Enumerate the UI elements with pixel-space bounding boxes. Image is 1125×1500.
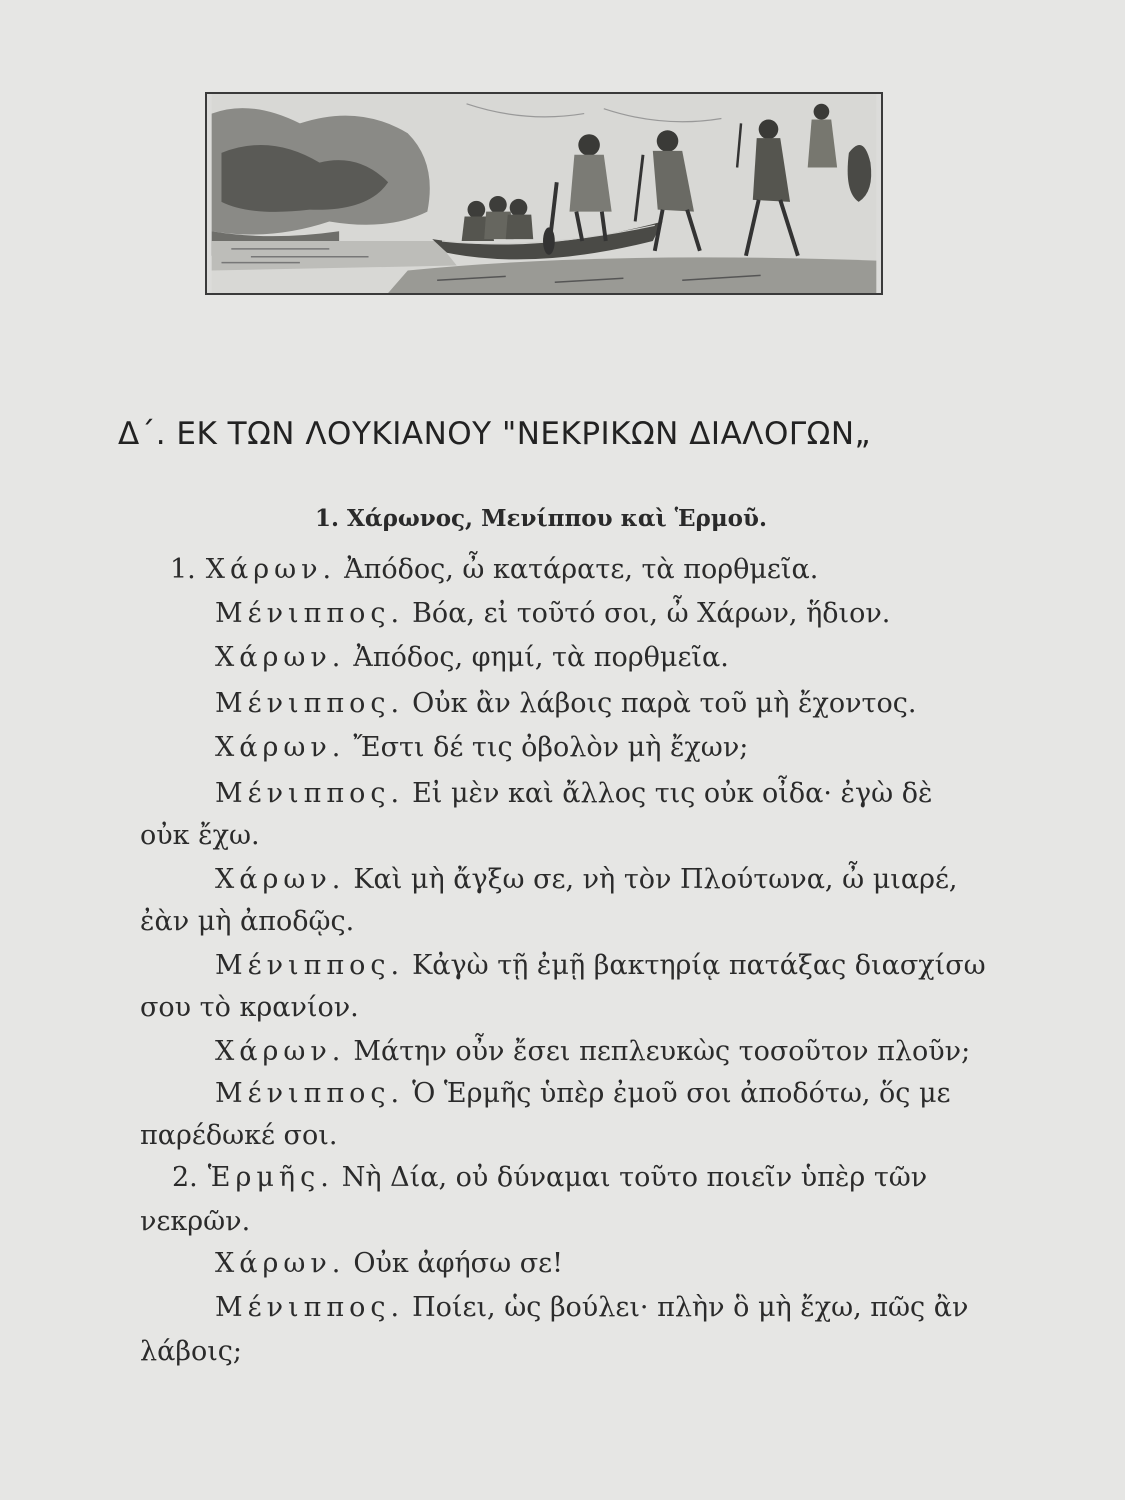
dialogue-line [215,598,890,629]
line-text: Εἰ μὲν καὶ ἄλλος τις οὐκ οἶδα· ἐγὼ δὲ [412,778,933,809]
line-text: Οὐκ ἂν λάβοις παρὰ τοῦ μὴ ἔχοντος. [412,688,917,719]
dialogue-line [215,1036,970,1067]
speaker-name: Μένιππος. [215,598,405,629]
dialogue-line [215,1248,563,1279]
line-text: Ποίει, ὡς βούλει· πλὴν ὃ μὴ ἔχω, πῶς ἂν [412,1292,969,1323]
line-text: παρέδωκέ σοι. [140,1120,338,1151]
speaker-name: Χάρων. [215,1248,346,1279]
line-text: Κἀγὼ τῇ ἐμῇ βακτηρίᾳ πατάξας διασχίσω [412,950,986,981]
speaker-name: Χάρων. [215,732,346,763]
dialogue-line [140,906,354,937]
line-text: Μάτην οὖν ἔσει πεπλευκὼς τοσοῦτον πλοῦν; [353,1036,971,1067]
section-number: 1. [170,554,196,585]
chapter-heading: Δ΄. ΕΚ ΤΩΝ ΛΟΥΚΙΑΝΟΥ "ΝΕΚΡΙΚΩΝ ΔΙΑΛΟΓΩΝ„ [118,416,872,452]
line-text: Ὁ Ἑρμῆς ὑπὲρ ἐμοῦ σοι ἀποδότω, ὅς με [412,1078,951,1109]
dialogue-title: 1. Χάρωνος, Μενίππου καὶ Ἑρμοῦ. [315,505,767,532]
dialogue-line [140,1206,250,1237]
line-text: Καὶ μὴ ἄγξω σε, νὴ τὸν Πλούτωνα, ὦ μιαρέ, [353,864,958,895]
dialogue-line [170,554,818,585]
line-text: Βόα, εἰ τοῦτό σοι, ὦ Χάρων, ἥδιον. [412,598,891,629]
speaker-name: Χάρων. [215,1036,346,1067]
section-number: 2. [172,1162,198,1193]
dialogue-line [215,1078,951,1109]
dialogue-line [215,732,748,763]
line-text: ἐὰν μὴ ἀποδῷς. [140,906,355,937]
dialogue-line [140,992,359,1023]
line-text: Ἔστι δέ τις ὀβολὸν μὴ ἔχων; [353,732,749,763]
speaker-name: Χάρων. [215,864,346,895]
line-text: Ἀπόδος, φημί, τὰ πορθμεῖα. [353,642,729,673]
dialogue-line [215,778,933,809]
line-text: Ἀπόδος, ὦ κατάρατε, τὰ πορθμεῖα. [344,554,819,585]
dialogue-line [140,820,260,851]
line-text: οὐκ ἔχω. [140,820,260,851]
speaker-name: Ἑρμῆς. [207,1162,334,1193]
speaker-name: Μένιππος. [215,950,405,981]
speaker-name: Χάρων. [215,642,346,673]
charon-ferry-engraving-icon [207,94,881,293]
line-text: Νὴ Δία, οὐ δύναμαι τοῦτο ποιεῖν ὑπὲρ τῶν [341,1162,928,1193]
dialogue-line [215,688,916,719]
line-text: σου τὸ κρανίον. [140,992,359,1023]
speaker-name: Μένιππος. [215,1292,405,1323]
line-text: λάβοις; [140,1336,243,1367]
dialogue-line [140,1336,242,1367]
dialogue-line [172,1162,927,1193]
speaker-name: Χάρων. [205,554,337,585]
dialogue-line [140,1120,337,1151]
dialogue-line [215,642,729,673]
speaker-name: Μένιππος. [215,1078,405,1109]
dialogue-line [215,950,986,981]
speaker-name: Μένιππος. [215,778,405,809]
charon-ferry-illustration [205,92,883,295]
line-text: νεκρῶν. [140,1206,251,1237]
line-text: Οὐκ ἀφήσω σε! [353,1248,563,1279]
speaker-name: Μένιππος. [215,688,405,719]
dialogue-line [215,1292,968,1323]
dialogue-line [215,864,958,895]
